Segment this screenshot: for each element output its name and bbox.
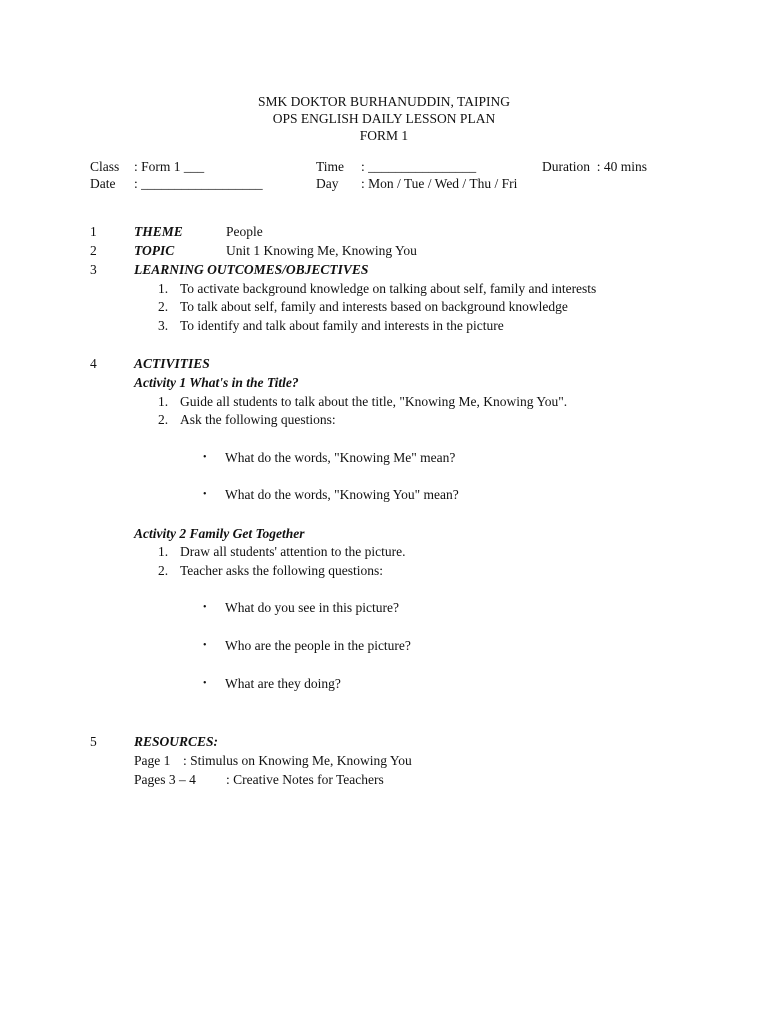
form-title: FORM 1: [359, 128, 409, 143]
section-number: 5: [90, 734, 97, 749]
school-name: SMK DOKTOR BURHANUDDIN, TAIPING: [258, 94, 510, 109]
step-number: 2.: [158, 563, 169, 578]
section-number: 2: [90, 243, 97, 258]
outcome-item: To activate background knowledge on talking about self, family and interests: [180, 281, 597, 296]
topic-value: Unit 1 Knowing Me, Knowing You: [226, 243, 417, 258]
step-number: 1.: [158, 394, 169, 409]
class-value: : Form 1 ___: [134, 159, 205, 174]
class-label: Class: [90, 159, 120, 174]
day-label: Day: [316, 176, 339, 191]
question-item: Who are the people in the picture?: [225, 638, 411, 653]
question-item: What do you see in this picture?: [225, 600, 399, 615]
activities-label: ACTIVITIES: [134, 356, 210, 371]
activity-2-title: Activity 2 Family Get Together: [134, 526, 305, 541]
step-number: 2.: [158, 412, 169, 427]
theme-value: People: [226, 224, 263, 239]
topic-label: TOPIC: [134, 243, 175, 258]
activity-step: Teacher asks the following questions:: [180, 563, 384, 578]
question-item: What are they doing?: [225, 676, 341, 691]
resource-page: Page 1: [134, 753, 171, 768]
day-value: : Mon / Tue / Wed / Thu / Fri: [361, 176, 518, 191]
outcome-number: 1.: [158, 281, 169, 296]
resource-page: Pages 3 – 4: [134, 772, 196, 787]
activity-step: Guide all students to talk about the title, "Knowing Me, Knowing You".: [180, 394, 568, 409]
bullet-icon: •: [203, 678, 207, 689]
time-value: : ________________: [361, 159, 477, 174]
date-label: Date: [90, 176, 116, 191]
activity-1-title: Activity 1 What's in the Title?: [134, 375, 299, 390]
question-item: What do the words, "Knowing You" mean?: [225, 487, 459, 502]
section-number: 3: [90, 262, 97, 277]
outcome-number: 3.: [158, 318, 169, 333]
duration: Duration : 40 mins: [542, 159, 647, 174]
section-number: 4: [90, 356, 97, 371]
outcomes-label: LEARNING OUTCOMES/OBJECTIVES: [134, 262, 369, 277]
date-value: : __________________: [134, 176, 263, 191]
bullet-icon: •: [203, 489, 207, 500]
outcome-number: 2.: [158, 299, 169, 314]
bullet-icon: •: [203, 602, 207, 613]
outcome-item: To talk about self, family and interests based on background knowledge: [180, 299, 568, 314]
activity-step: Ask the following questions:: [180, 412, 336, 427]
theme-label: THEME: [134, 224, 183, 239]
resource-desc: : Stimulus on Knowing Me, Knowing You: [183, 753, 412, 768]
step-number: 1.: [158, 544, 169, 559]
activity-step: Draw all students' attention to the picture.: [180, 544, 406, 559]
time-label: Time: [316, 159, 345, 174]
section-number: 1: [90, 224, 97, 239]
bullet-icon: •: [203, 452, 207, 463]
outcome-item: To identify and talk about family and interests in the picture: [180, 318, 504, 333]
question-item: What do the words, "Knowing Me" mean?: [225, 450, 456, 465]
resources-label: RESOURCES:: [134, 734, 219, 749]
plan-title: OPS ENGLISH DAILY LESSON PLAN: [272, 111, 496, 126]
bullet-icon: •: [203, 640, 207, 651]
resource-desc: : Creative Notes for Teachers: [226, 772, 384, 787]
